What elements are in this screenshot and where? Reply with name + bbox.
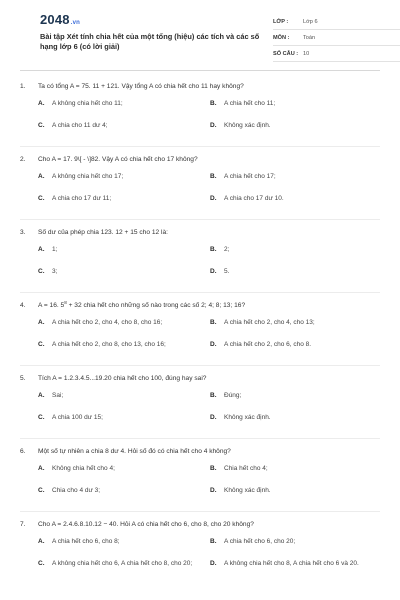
answer-option-a[interactable] bbox=[38, 246, 210, 268]
option-text: Không xác định. bbox=[224, 414, 271, 421]
option-letter: B. bbox=[210, 538, 217, 545]
option-text: 3; bbox=[52, 268, 58, 275]
question-item bbox=[20, 518, 380, 590]
option-letter: C. bbox=[38, 414, 45, 421]
question-item bbox=[20, 445, 380, 512]
option-letter: D. bbox=[210, 487, 217, 494]
option-letter: B. bbox=[210, 465, 217, 472]
logo-main: 2048 bbox=[40, 12, 70, 27]
answer-option-b[interactable] bbox=[210, 246, 382, 268]
option-text: A chia hết cho 2, cho 8, cho 13, cho 16; bbox=[52, 341, 166, 348]
option-letter: D. bbox=[210, 560, 217, 567]
option-letter: C. bbox=[38, 341, 45, 348]
option-letter: B. bbox=[210, 246, 217, 253]
option-text: Sai; bbox=[52, 392, 64, 399]
answer-option-a[interactable] bbox=[38, 100, 210, 122]
option-letter: A. bbox=[38, 538, 45, 545]
exponent: 8 bbox=[64, 299, 67, 305]
question-text bbox=[20, 372, 380, 392]
question-number: 4. bbox=[20, 302, 26, 309]
option-letter: D. bbox=[210, 341, 217, 348]
question-number: 6. bbox=[20, 448, 26, 455]
meta-value: Toán bbox=[303, 34, 316, 41]
option-text: A không chia hết cho 17; bbox=[52, 173, 124, 180]
option-letter: D. bbox=[210, 414, 217, 421]
question-separator bbox=[20, 438, 380, 439]
question-body: Cho A = 2.4.6.8.10.12 − 40. Hỏi A có chia hết cho 6, cho 8, cho 20 không? bbox=[38, 521, 254, 528]
question-number: 7. bbox=[20, 521, 26, 528]
answer-options bbox=[38, 465, 380, 509]
option-text: A không chia hết cho 11; bbox=[52, 100, 123, 107]
meta-key: SỐ CÂU : bbox=[273, 50, 299, 57]
answer-options bbox=[38, 246, 380, 290]
question-text bbox=[20, 445, 380, 465]
question-separator bbox=[20, 365, 380, 366]
answer-option-d[interactable] bbox=[210, 268, 382, 290]
answer-option-c[interactable] bbox=[38, 414, 210, 436]
question-body: Cho A = 17. 9\[ - \]82. Vậy A có chia hết cho 17 không? bbox=[38, 156, 198, 163]
answer-option-a[interactable] bbox=[38, 173, 210, 195]
option-letter: A. bbox=[38, 173, 45, 180]
option-letter: C. bbox=[38, 195, 45, 202]
question-text bbox=[20, 80, 380, 100]
question-separator bbox=[20, 511, 380, 512]
question-body bbox=[38, 301, 245, 310]
question-text bbox=[20, 153, 380, 173]
answer-option-c[interactable] bbox=[38, 195, 210, 217]
answer-option-b[interactable] bbox=[210, 319, 382, 341]
option-text: A chia hết cho 11; bbox=[224, 100, 276, 107]
option-text: A không chia hết cho 8, A chia hết cho 6 và 20. bbox=[224, 560, 359, 567]
meta-value: Lớp 6 bbox=[303, 18, 318, 25]
option-text: A chia cho 17 dư 10. bbox=[224, 195, 284, 202]
option-text: Không xác định. bbox=[224, 122, 271, 129]
meta-row-subject bbox=[273, 30, 400, 46]
option-letter: A. bbox=[38, 100, 45, 107]
option-letter: B. bbox=[210, 392, 217, 399]
answer-option-d[interactable] bbox=[210, 341, 382, 363]
meta-key: MÔN : bbox=[273, 34, 290, 41]
option-text: Đúng; bbox=[224, 392, 242, 399]
option-text: 1; bbox=[52, 246, 58, 253]
option-text: A chia 100 dư 15; bbox=[52, 414, 103, 421]
question-body: Số dư của phép chia 123. 12 + 15 cho 12 là: bbox=[38, 229, 168, 236]
question-item bbox=[20, 372, 380, 439]
option-letter: A. bbox=[38, 319, 45, 326]
question-separator bbox=[20, 146, 380, 147]
question-separator bbox=[20, 219, 380, 220]
option-letter: B. bbox=[210, 319, 217, 326]
question-item bbox=[20, 226, 380, 293]
question-body: Ta có tổng A = 75. 11 + 121. Vậy tổng A có chia hết cho 11 hay không? bbox=[38, 83, 244, 90]
option-letter: B. bbox=[210, 100, 217, 107]
meta-row-grade bbox=[273, 14, 400, 30]
question-text bbox=[20, 226, 380, 246]
option-text: 5. bbox=[224, 268, 230, 275]
answer-option-c[interactable] bbox=[38, 341, 210, 363]
meta-row-count bbox=[273, 46, 400, 62]
answer-options bbox=[38, 319, 380, 363]
answer-option-c[interactable] bbox=[38, 487, 210, 509]
option-text: Chia hết cho 4; bbox=[224, 465, 268, 472]
answer-options bbox=[38, 538, 380, 590]
option-letter: A. bbox=[38, 465, 45, 472]
question-body: Một số tự nhiên a chia 8 dư 4. Hỏi số đó có chia hết cho 4 không? bbox=[38, 448, 231, 455]
answer-option-d[interactable] bbox=[210, 122, 382, 144]
option-letter: D. bbox=[210, 195, 217, 202]
question-item bbox=[20, 153, 380, 220]
option-letter: C. bbox=[38, 487, 45, 494]
question-item bbox=[20, 299, 380, 366]
site-logo[interactable] bbox=[40, 12, 80, 27]
answer-options bbox=[38, 100, 380, 144]
answer-option-a[interactable] bbox=[38, 319, 210, 341]
question-number: 5. bbox=[20, 375, 26, 382]
answer-option-a[interactable] bbox=[38, 465, 210, 487]
question-number: 2. bbox=[20, 156, 26, 163]
option-letter: D. bbox=[210, 268, 217, 275]
option-text: A chia hết cho 6, cho 20; bbox=[224, 538, 296, 545]
worksheet-meta bbox=[273, 14, 400, 62]
question-body-pre: A = 16. 5 bbox=[38, 302, 65, 309]
answer-option-b[interactable] bbox=[210, 100, 382, 122]
answer-options bbox=[38, 392, 380, 436]
answer-option-b[interactable] bbox=[210, 173, 382, 195]
option-text: Không chia hết cho 4; bbox=[52, 465, 115, 472]
header-divider bbox=[20, 70, 380, 71]
answer-option-c[interactable] bbox=[38, 122, 210, 144]
option-text: A chia hết cho 2, cho 6, cho 8. bbox=[224, 341, 312, 348]
option-letter: C. bbox=[38, 122, 45, 129]
option-text: Chia cho 4 dư 3; bbox=[52, 487, 101, 494]
question-text bbox=[20, 299, 380, 319]
option-letter: A. bbox=[38, 246, 45, 253]
question-text bbox=[20, 518, 380, 538]
option-letter: C. bbox=[38, 268, 45, 275]
question-body-post: + 32 chia hết cho những số nào trong các số 2; 4; 8; 13; 16? bbox=[66, 302, 246, 309]
option-text: A chia hết cho 6, cho 8; bbox=[52, 538, 120, 545]
option-letter: A. bbox=[38, 392, 45, 399]
worksheet-header bbox=[20, 0, 380, 70]
meta-key: LỚP : bbox=[273, 18, 289, 25]
answer-option-d[interactable] bbox=[210, 560, 382, 590]
answer-option-a[interactable] bbox=[38, 392, 210, 414]
answer-option-a[interactable] bbox=[38, 538, 210, 560]
question-number: 1. bbox=[20, 83, 26, 90]
worksheet-title: Bài tập Xét tính chia hết của một tổng (hiệu) các tích và các số hạng lớp 6 (có lời giải) bbox=[40, 32, 260, 51]
question-body: Tích A = 1.2.3.4.5...19.20 chia hết cho 100, đúng hay sai? bbox=[38, 375, 207, 382]
option-text: A không chia hết cho 6, A chia hết cho 8, cho 20; bbox=[52, 560, 193, 567]
answer-option-d[interactable] bbox=[210, 487, 382, 509]
question-number: 3. bbox=[20, 229, 26, 236]
option-text: A chia cho 11 dư 4; bbox=[52, 122, 108, 129]
answer-option-b[interactable] bbox=[210, 392, 382, 414]
answer-option-b[interactable] bbox=[210, 538, 382, 560]
answer-option-b[interactable] bbox=[210, 465, 382, 487]
option-text: A chia hết cho 17; bbox=[224, 173, 276, 180]
answer-option-d[interactable] bbox=[210, 414, 382, 436]
meta-value: 10 bbox=[303, 50, 310, 57]
option-text: A chia cho 17 dư 11; bbox=[52, 195, 112, 202]
option-text: 2; bbox=[224, 246, 230, 253]
option-letter: D. bbox=[210, 122, 217, 129]
option-text: A chia hết cho 2, cho 4, cho 13; bbox=[224, 319, 315, 326]
option-letter: C. bbox=[38, 560, 45, 567]
option-letter: B. bbox=[210, 173, 217, 180]
option-text: Không xác định. bbox=[224, 487, 271, 494]
logo-tld: .vn bbox=[70, 20, 81, 26]
answer-option-c[interactable] bbox=[38, 268, 210, 290]
option-text: A chia hết cho 2, cho 4, cho 8, cho 16; bbox=[52, 319, 163, 326]
question-item bbox=[20, 80, 380, 147]
answer-option-c[interactable] bbox=[38, 560, 210, 590]
question-list bbox=[20, 80, 380, 590]
answer-options bbox=[38, 173, 380, 217]
answer-option-d[interactable] bbox=[210, 195, 382, 217]
question-separator bbox=[20, 292, 380, 293]
